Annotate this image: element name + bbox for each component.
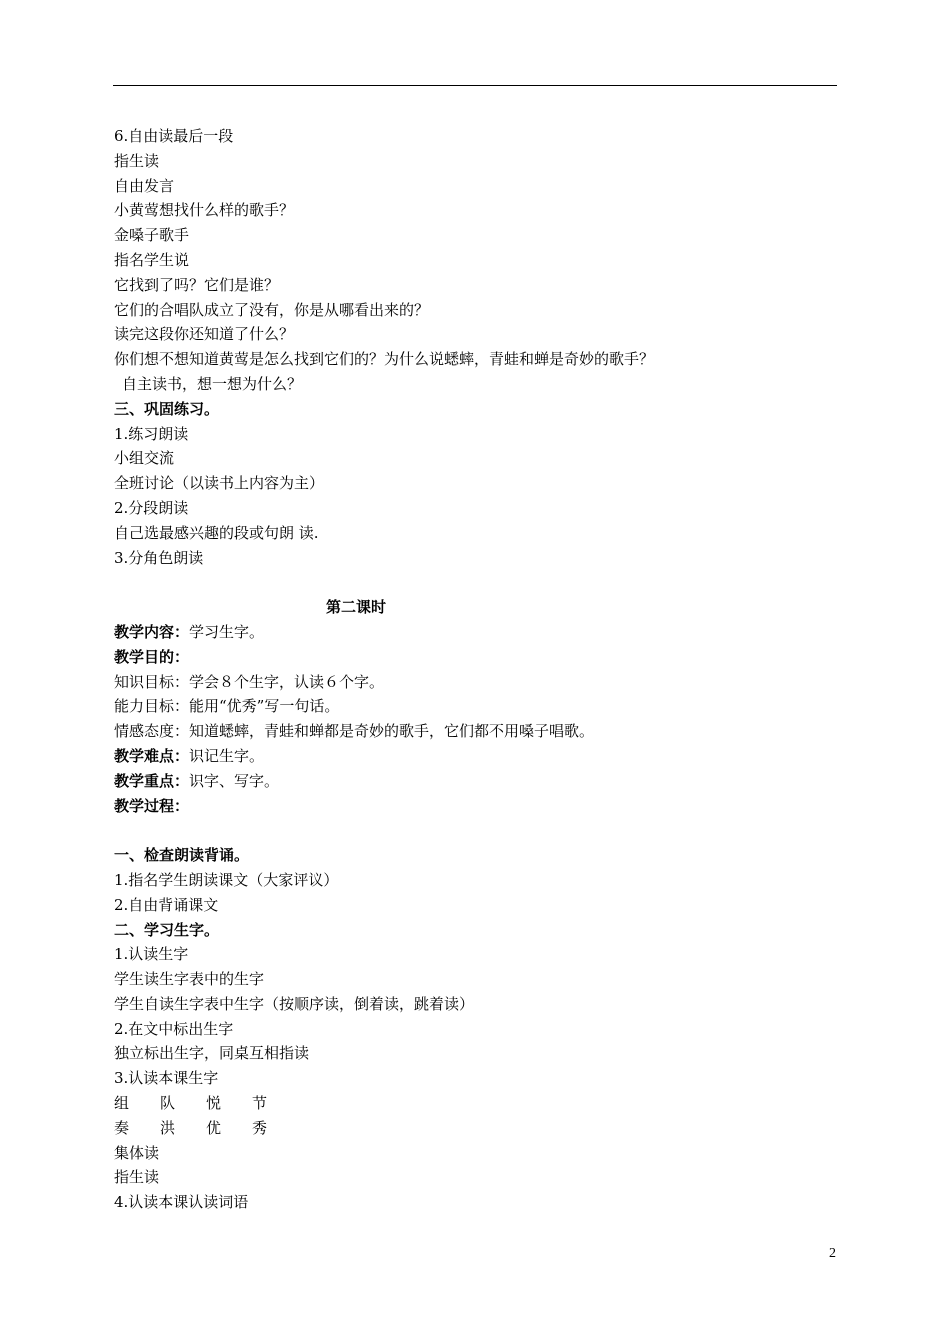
teaching-key-point bbox=[114, 769, 834, 794]
value: 识记生字。 bbox=[189, 746, 265, 765]
character: 秀 bbox=[252, 1118, 268, 1137]
text-line: 它们的合唱队成立了没有，你是从哪看出来的？ bbox=[114, 300, 430, 319]
text-line: 指生读 bbox=[114, 1168, 160, 1187]
value: 学习生字。 bbox=[189, 622, 265, 641]
document-body bbox=[114, 124, 834, 1215]
character: 奏 bbox=[114, 1118, 130, 1137]
text-line: 2.分段朗读 bbox=[114, 498, 189, 517]
label: 教学重点： bbox=[114, 771, 190, 790]
teaching-process-label: 教学过程： bbox=[114, 796, 190, 815]
text-line: 金嗓子歌手 bbox=[114, 226, 190, 245]
text-line: 1.指名学生朗读课文（大家评议） bbox=[114, 870, 339, 889]
teaching-difficulty bbox=[114, 744, 834, 769]
text-line: 指名学生说 bbox=[114, 250, 190, 269]
text-line: 学生读生字表中的生字 bbox=[114, 970, 265, 989]
text-line: 自己选最感兴趣的段或句朗 读. bbox=[114, 523, 319, 542]
text-line: 读完这段你还知道了什么？ bbox=[114, 325, 295, 344]
section-heading-learn: 二、学习生字。 bbox=[114, 920, 220, 939]
text-line: 独立标出生字，同桌互相指读 bbox=[114, 1044, 310, 1063]
ability-goal: 能力目标：能用“优秀”写一句话。 bbox=[114, 697, 340, 716]
character: 悦 bbox=[206, 1094, 222, 1113]
text-line: 2.在文中标出生字 bbox=[114, 1019, 234, 1038]
text-line: 自由发言 bbox=[114, 176, 175, 195]
text-line: 2.自由背诵课文 bbox=[114, 895, 219, 914]
text-line: 小组交流 bbox=[114, 449, 175, 468]
character: 洪 bbox=[160, 1118, 176, 1137]
page-number: 2 bbox=[829, 1246, 836, 1261]
label: 教学内容： bbox=[114, 622, 190, 641]
text-line: 1.练习朗读 bbox=[114, 424, 189, 443]
section-heading-practice: 三、巩固练习。 bbox=[114, 399, 220, 418]
text-line: 它找到了吗？它们是谁？ bbox=[114, 275, 280, 294]
text-line: 全班讨论（以读书上内容为主） bbox=[114, 474, 325, 493]
text-line: 3.分角色朗读 bbox=[114, 548, 204, 567]
character-row-2 bbox=[114, 1116, 834, 1141]
character: 队 bbox=[160, 1094, 176, 1113]
text-line: 指生读 bbox=[114, 151, 160, 170]
character-row-1 bbox=[114, 1091, 834, 1116]
section-heading-check: 一、检查朗读背诵。 bbox=[114, 846, 250, 865]
teaching-goal-label: 教学目的： bbox=[114, 647, 190, 666]
text-line: 自主读书，想一想为什么？ bbox=[122, 374, 303, 393]
spacer bbox=[114, 818, 834, 843]
text-line: 6.自由读最后一段 bbox=[114, 127, 234, 145]
knowledge-goal: 知识目标：学会８个生字，认读６个字。 bbox=[114, 672, 385, 691]
text-line: 学生自读生字表中生字（按顺序读，倒着读，跳着读） bbox=[114, 994, 475, 1013]
text-line: 小黄莺想找什么样的歌手？ bbox=[114, 201, 295, 220]
teaching-content bbox=[114, 620, 834, 645]
character: 节 bbox=[252, 1094, 268, 1113]
value: 识字、写字。 bbox=[189, 771, 280, 790]
spacer bbox=[114, 570, 834, 595]
text-line: 你们想不想知道黄莺是怎么找到它们的？为什么说蟋蟀，青蛙和蝉是奇妙的歌手？ bbox=[114, 350, 655, 369]
text-line: 4.认读本课认读词语 bbox=[114, 1193, 249, 1212]
text-line: 集体读 bbox=[114, 1143, 160, 1162]
header-rule bbox=[113, 85, 837, 86]
text-line: 3.认读本课生字 bbox=[114, 1069, 219, 1088]
emotion-goal: 情感态度：知道蟋蟀，青蛙和蝉都是奇妙的歌手，它们都不用嗓子唱歌。 bbox=[114, 722, 595, 741]
character: 优 bbox=[206, 1118, 222, 1137]
lesson-title: 第二课时 bbox=[325, 598, 386, 617]
text-line: 1.认读生字 bbox=[114, 945, 189, 964]
label: 教学难点： bbox=[114, 746, 190, 765]
character: 组 bbox=[114, 1094, 130, 1113]
